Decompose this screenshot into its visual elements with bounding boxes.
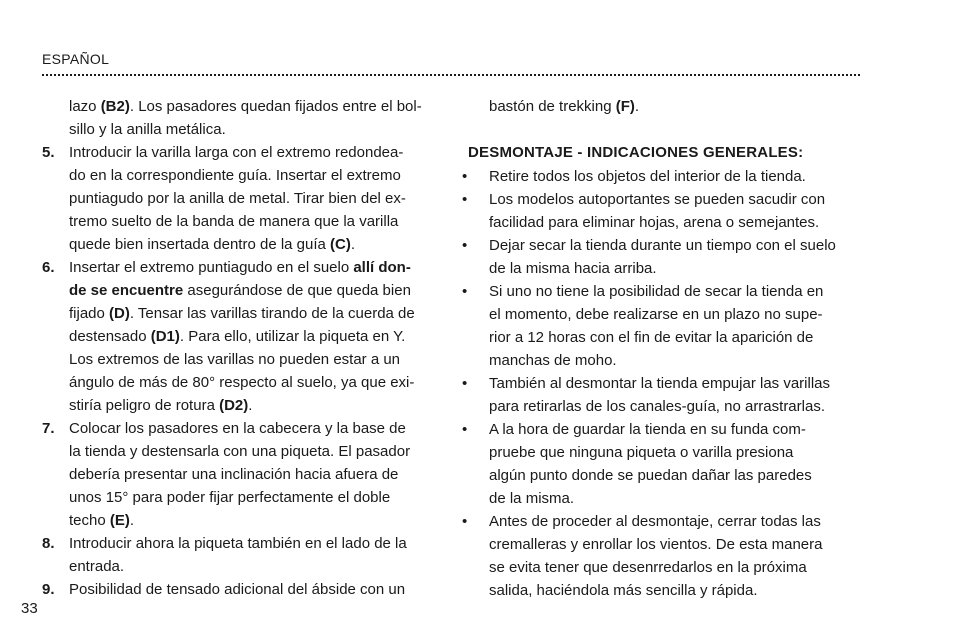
step-number: 6.: [42, 259, 55, 276]
bullet-item: [462, 234, 862, 280]
bullet-item: [462, 188, 862, 234]
numbered-step: [42, 256, 440, 417]
bullet-dot-icon: •: [462, 191, 468, 208]
right-column: [462, 95, 862, 602]
text-segment: el momento, debe realizarse en un plazo no supe-: [489, 306, 823, 323]
text-segment: de la misma.: [489, 490, 575, 507]
text-line: [42, 578, 440, 601]
text-line: [42, 164, 440, 187]
text-line: [42, 532, 440, 555]
numbered-step: [42, 417, 440, 532]
bullet-list: [462, 165, 862, 602]
language-header: ESPAÑOL: [42, 51, 110, 67]
bold-text: (D1): [150, 328, 180, 345]
text-segment: de la misma hacia arriba.: [489, 260, 657, 277]
left-column: [42, 95, 440, 601]
text-segment: .: [248, 397, 253, 414]
text-line: [462, 165, 862, 188]
text-segment: Introducir la varilla larga con el extremo redondea-: [69, 144, 404, 161]
text-segment: Retire todos los objetos del interior de la tienda.: [489, 168, 806, 185]
text-segment: Antes de proceder al desmontaje, cerrar todas las: [489, 513, 821, 530]
step-number: 9.: [42, 581, 55, 598]
text-segment: cremalleras y enrollar los vientos. De esta manera: [489, 536, 823, 553]
text-line: [462, 418, 862, 441]
text-line: [42, 118, 440, 141]
text-segment: puntiagudo por la anilla de metal. Tirar bien del ex-: [69, 190, 406, 207]
bullet-dot-icon: •: [462, 375, 468, 392]
numbered-step: [42, 532, 440, 578]
text-line: [462, 579, 862, 602]
text-segment: A la hora de guardar la tienda en su funda com-: [489, 421, 806, 438]
text-segment: tremo suelto de la banda de manera que la varilla: [69, 213, 399, 230]
text-line: [462, 533, 862, 556]
text-line: [42, 325, 440, 348]
bullet-dot-icon: •: [462, 168, 468, 185]
text-line: [462, 556, 862, 579]
text-segment: . Para ello, utilizar la piqueta en Y.: [179, 328, 406, 345]
section-heading: DESMONTAJE - INDICACIONES GENERALES:: [468, 144, 804, 161]
bold-text: de se encuentre: [69, 282, 184, 299]
text-line: [462, 257, 862, 280]
text-line: [462, 487, 862, 510]
text-segment: quede bien insertada dentro de la guía: [69, 236, 331, 253]
text-line: [42, 371, 440, 394]
text-segment: Los modelos autoportantes se pueden sacudir con: [489, 191, 826, 208]
text-segment: lazo: [69, 98, 101, 115]
bullet-item: [462, 165, 862, 188]
text-segment: unos 15° para poder fijar perfectamente el doble: [69, 489, 391, 506]
text-line: [42, 256, 440, 279]
text-segment: manchas de moho.: [489, 352, 617, 369]
bullet-item: [462, 418, 862, 510]
text-line: [462, 372, 862, 395]
text-line: [42, 279, 440, 302]
numbered-step: [42, 578, 440, 601]
text-line: [462, 349, 862, 372]
bullet-dot-icon: •: [462, 513, 468, 530]
text-segment: bastón de trekking: [489, 98, 616, 115]
text-segment: fijado: [69, 305, 110, 322]
text-line: [462, 326, 862, 349]
text-line: [42, 394, 440, 417]
text-segment: ángulo de más de 80° respecto al suelo, ya que exi-: [69, 374, 415, 391]
text-line: [42, 302, 440, 325]
text-segment: Insertar el extremo puntiagudo en el suelo: [69, 259, 354, 276]
numbered-step: [42, 141, 440, 256]
text-segment: techo: [69, 512, 110, 529]
bold-text: (D2): [219, 397, 249, 414]
text-segment: pruebe que ninguna piqueta o varilla presiona: [489, 444, 794, 461]
bullet-dot-icon: •: [462, 421, 468, 438]
text-segment: destensado: [69, 328, 151, 345]
text-segment: .: [350, 236, 356, 253]
text-line: [42, 555, 440, 578]
step-number: 5.: [42, 144, 55, 161]
text-line: [42, 233, 440, 256]
text-segment: entrada.: [69, 558, 125, 575]
text-segment: . Los pasadores quedan fijados entre el bol-: [129, 98, 422, 115]
page-number: 33: [21, 600, 38, 617]
bullet-item: [462, 280, 862, 372]
text-line: [42, 509, 440, 532]
text-segment: . Tensar las varillas tirando de la cuerda de: [129, 305, 415, 322]
bullet-dot-icon: •: [462, 237, 468, 254]
text-segment: debería presentar una inclinación hacia afuera de: [69, 466, 399, 483]
text-segment: stiría peligro de rotura: [69, 397, 220, 414]
text-line: [462, 303, 862, 326]
text-line: [462, 464, 862, 487]
text-segment: la tienda y destensarla con una piqueta. El pasador: [69, 443, 411, 460]
text-segment: rior a 12 horas con el fin de evitar la aparición de: [489, 329, 814, 346]
text-line: [462, 211, 862, 234]
text-segment: .: [129, 512, 135, 529]
bold-text: (B2): [100, 98, 130, 115]
text-line: [462, 510, 862, 533]
text-segment: Colocar los pasadores en la cabecera y la base de: [69, 420, 406, 437]
text-line: [42, 417, 440, 440]
text-segment: Introducir ahora la piqueta también en el lado de la: [69, 535, 407, 552]
text-segment: do en la correspondiente guía. Insertar el extremo: [69, 167, 401, 184]
text-line: [462, 395, 862, 418]
text-segment: se evita tener que desenrredarlos en la próxima: [489, 559, 807, 576]
bullet-item: [462, 372, 862, 418]
bold-text: (F): [615, 98, 635, 115]
spacer: [462, 118, 862, 141]
text-line: [462, 95, 862, 118]
step-number: 8.: [42, 535, 55, 552]
text-segment: facilidad para eliminar hojas, arena o semejantes.: [489, 214, 820, 231]
text-segment: algún punto donde se puedan dañar las paredes: [489, 467, 812, 484]
text-line: [42, 187, 440, 210]
right-intro: [462, 95, 862, 118]
bold-text: (C): [330, 236, 351, 253]
text-segment: También al desmontar la tienda empujar las varillas: [489, 375, 831, 392]
text-line: [462, 441, 862, 464]
text-segment: sillo y la anilla metálica.: [69, 121, 226, 138]
text-segment: Los extremos de las varillas no pueden estar a un: [69, 351, 401, 368]
text-segment: salida, haciéndola más sencilla y rápida.: [489, 582, 758, 599]
text-line: [42, 486, 440, 509]
text-line: [42, 141, 440, 164]
text-line: [42, 95, 440, 118]
text-segment: para retirarlas de los canales-guía, no arrastrarlas.: [489, 398, 825, 415]
text-line: [462, 234, 862, 257]
text-line: [42, 440, 440, 463]
text-segment: Si uno no tiene la posibilidad de secar la tienda en: [489, 283, 824, 300]
text-line: [462, 280, 862, 303]
bullet-item: [462, 510, 862, 602]
text-line: [462, 188, 862, 211]
bold-text: (E): [109, 512, 130, 529]
text-segment: .: [634, 98, 640, 115]
header-dotted-rule: [42, 74, 860, 76]
bold-text: (D): [109, 305, 130, 322]
text-line: [42, 463, 440, 486]
step-number: 7.: [42, 420, 55, 437]
text-segment: asegurándose de que queda bien: [183, 282, 411, 299]
text-segment: Dejar secar la tienda durante un tiempo con el suelo: [489, 237, 836, 254]
bullet-dot-icon: •: [462, 283, 468, 300]
text-line: [42, 210, 440, 233]
bold-text: allí don-: [353, 259, 411, 276]
text-line: [42, 348, 440, 371]
text-segment: Posibilidad de tensado adicional del ábside con un: [69, 581, 406, 598]
